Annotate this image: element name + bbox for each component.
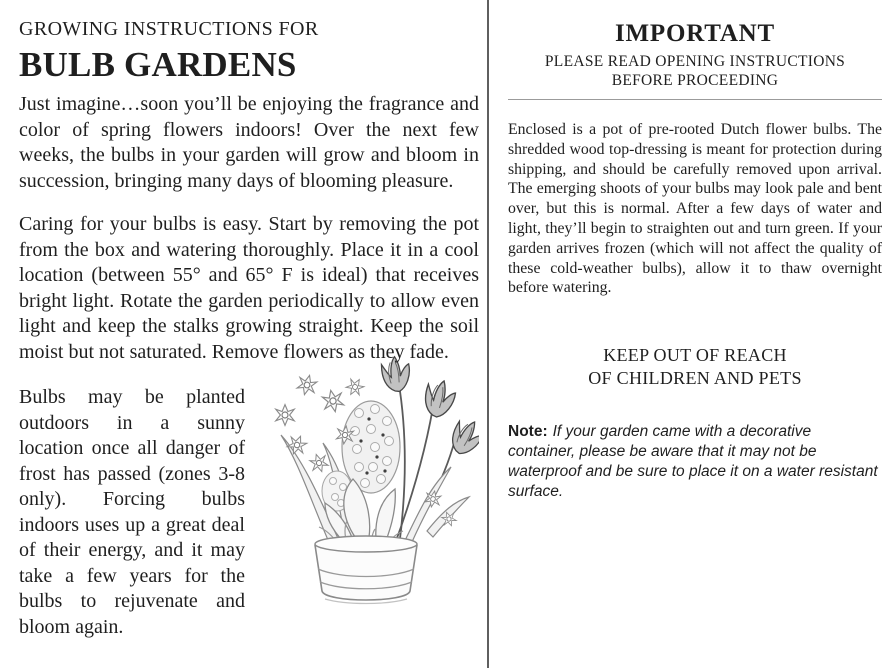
left-column xyxy=(19,16,479,640)
care-paragraph: Caring for your bulbs is easy. Start by removing the pot from the box and watering thoroughly. Place it in a cool location (between 55° and 65° F is ideal) that receives bright light. Rotate the garden periodically to allow even light and keep the stalks growing straight. Keep the soil moist but not saturated. Remove flowers as they fade. xyxy=(19,213,479,363)
warning-line1: KEEP OUT OF REACH xyxy=(603,345,787,366)
intro-paragraph: Just imagine…soon you’ll be enjoying the fragrance and color of spring flowers indoors! Over the next few weeks, the bulbs in your garden will grow and bloom in succession, bringing many days of blooming pleasure. xyxy=(19,93,479,192)
right-column xyxy=(508,20,882,502)
kicker-heading: GROWING INSTRUCTIONS FOR xyxy=(19,18,319,40)
column-divider xyxy=(487,0,489,668)
subheading-line1: PLEASE READ OPENING INSTRUCTIONS xyxy=(544,53,846,70)
warning-line2: OF CHILDREN AND PETS xyxy=(588,368,802,389)
note-text: If your garden came with a decorative container, please be aware that it may not be waterproof and be sure to place it on a water resistant surface. xyxy=(508,423,878,501)
enclosed-paragraph: Enclosed is a pot of pre-rooted Dutch flower bulbs. The shredded wood top-dressing is meant for protection during shipping, and should be carefully removed upon arrival. The emerging shoots of your bulbs may look pale and bent over, but this is normal. After a few days of water and light, they’ll begin to straighten out and turn green. If your garden arrives frozen (which will not affect the quality of these cold-weather bulbs), allow it to thaw overnight before watering. xyxy=(508,121,882,297)
outdoor-section xyxy=(19,365,479,640)
outdoor-paragraph: Bulbs may be planted outdoors in a sunny location once all danger of frost has passed (zones 3-8 only). Forcing bulbs indoors uses up a great deal of their energy, and it may take a few years for the bulbs to rejuvenate and bloom again. xyxy=(19,386,245,638)
note-label: Note: xyxy=(508,423,548,441)
bulb-garden-illustration xyxy=(251,351,479,607)
horizontal-rule xyxy=(508,99,882,100)
important-heading: IMPORTANT xyxy=(614,20,776,47)
page-title: BULB GARDENS xyxy=(19,45,297,84)
subheading-line2: BEFORE PROCEEDING xyxy=(611,72,779,89)
container-note xyxy=(508,422,882,502)
